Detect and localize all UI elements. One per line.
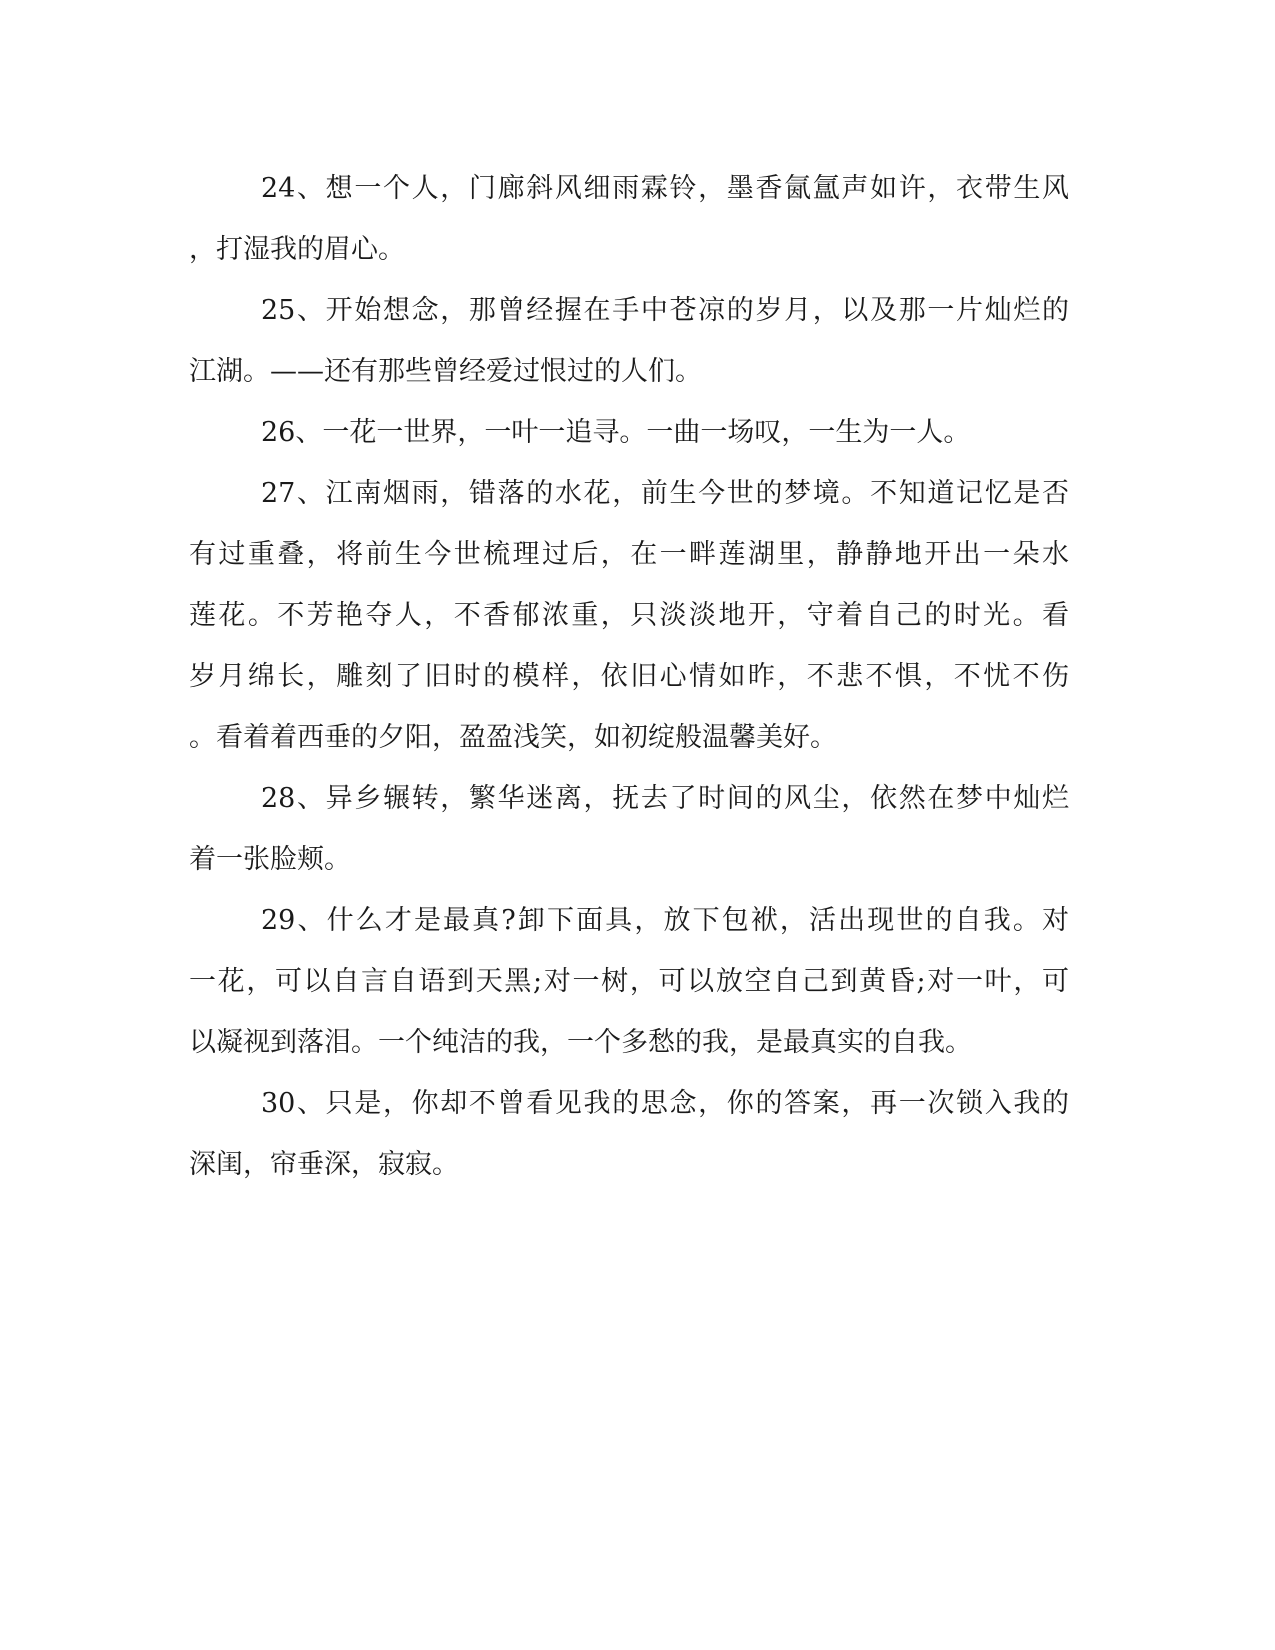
paragraph-line: 24、想一个人，门廊斜风细雨霖铃，墨香氤氲声如许，衣带生风 bbox=[261, 173, 1069, 204]
paragraph-29 bbox=[189, 890, 1069, 1073]
paragraph-line: 岁月绵长，雕刻了旧时的模样，依旧心情如昨，不悲不惧，不忧不伤 bbox=[189, 661, 1069, 692]
paragraph-line: 江湖。——还有那些曾经爱过恨过的人们。 bbox=[189, 356, 702, 387]
paragraph-line: 深闺，帘垂深，寂寂。 bbox=[189, 1149, 459, 1180]
paragraph-26 bbox=[189, 402, 1069, 463]
paragraph-24 bbox=[189, 158, 1069, 280]
paragraph-line: 30、只是，你却不曾看见我的思念，你的答案，再一次锁入我的 bbox=[261, 1088, 1069, 1119]
paragraph-28 bbox=[189, 768, 1069, 890]
paragraph-line: 29、什么才是最真?卸下面具，放下包袱，活出现世的自我。对 bbox=[261, 905, 1069, 936]
document-body bbox=[189, 158, 1069, 1195]
paragraph-line: 以凝视到落泪。一个纯洁的我，一个多愁的我，是最真实的自我。 bbox=[189, 1027, 972, 1058]
paragraph-27 bbox=[189, 463, 1069, 768]
paragraph-25 bbox=[189, 280, 1069, 402]
paragraph-line: 26、一花一世界，一叶一追寻。一曲一场叹，一生为一人。 bbox=[261, 417, 971, 448]
paragraph-line: 一花，可以自言自语到天黑;对一树，可以放空自己到黄昏;对一叶，可 bbox=[189, 966, 1069, 997]
paragraph-line: 25、开始想念，那曾经握在手中苍凉的岁月，以及那一片灿烂的 bbox=[261, 295, 1069, 326]
paragraph-line: 有过重叠，将前生今世梳理过后，在一畔莲湖里，静静地开出一朵水 bbox=[189, 539, 1069, 570]
paragraph-line: 。看着着西垂的夕阳，盈盈浅笑，如初绽般温馨美好。 bbox=[189, 722, 837, 753]
paragraph-30 bbox=[189, 1073, 1069, 1195]
paragraph-line: 28、异乡辗转，繁华迷离，抚去了时间的风尘，依然在梦中灿烂 bbox=[261, 783, 1069, 814]
paragraph-line: 27、江南烟雨，错落的水花，前生今世的梦境。不知道记忆是否 bbox=[261, 478, 1069, 509]
paragraph-line: 莲花。不芳艳夺人，不香郁浓重，只淡淡地开，守着自己的时光。看 bbox=[189, 600, 1069, 631]
paragraph-line: 着一张脸颊。 bbox=[189, 844, 351, 875]
paragraph-line: ，打湿我的眉心。 bbox=[189, 234, 405, 265]
